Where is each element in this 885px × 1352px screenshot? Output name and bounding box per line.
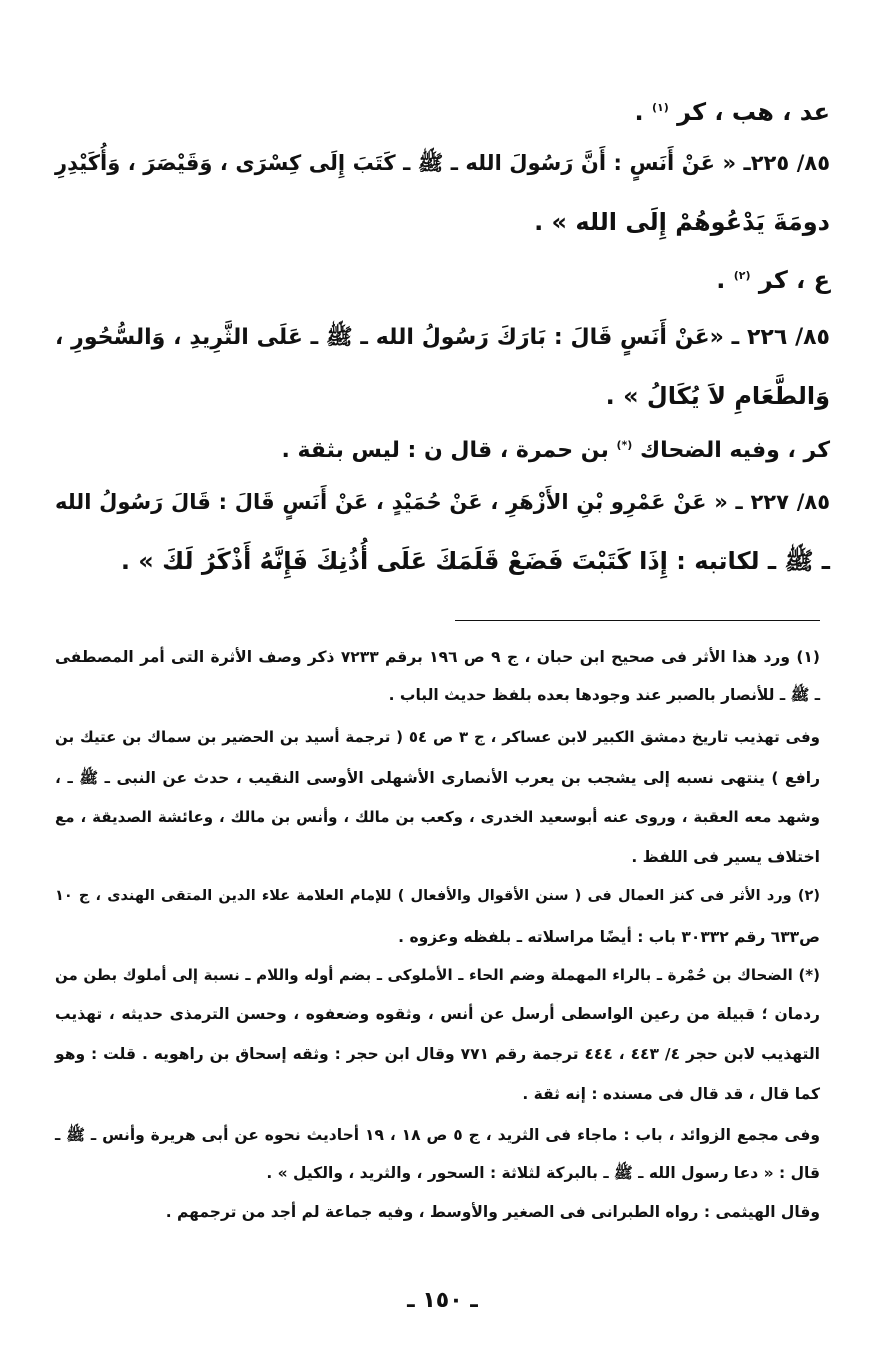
hadith-225-line-1: ٨٥/ ٢٢٥ـ « عَنْ أَنَسٍ : أَنَّ رَسُولَ الله ـ ﷺ ـ كَتَبَ إِلَى كِسْرَى ، وَقَيْصَرَ ، وَأُكَيْدِرِ <box>55 151 831 175</box>
footnote-1-line-1: (١) ورد هذا الأثر فى صحيح ابن حبان ، ج ٩ ص ١٩٦ برقم ٧٢٣٣ ذكر وصف الأثرة التى أمر المصطفى <box>55 648 820 666</box>
footnote-2-line-1: (٢) ورد الأثر فى كنز العمال فى ( سنن الأقوال والأفعال ) للإمام العلامة علاء الدين المتقى الهندى ، ج ١٠ <box>55 888 820 904</box>
hadith-226-line-2: وَالطَّعَامِ لاَ يُكَالُ » . <box>605 382 830 410</box>
period: . <box>634 98 644 126</box>
footnote-2-line-2: ص٦٣٣ رقم ٣٠٣٣٢ باب : أيضًا مراسلاته ـ بلفظه وعزوه . <box>398 928 820 946</box>
footnote-star-line-6: قال : « دعا رسول الله ـ ﷺ ـ بالبركة لثلاثة : السحور ، والثريد ، والكيل » . <box>266 1164 820 1182</box>
page-number: ـ ١٥٠ ـ <box>407 1288 478 1313</box>
sources-text-cont: بن حمرة ، قال ن : ليس بثقة . <box>281 438 609 463</box>
footnote-1-line-4: رافع ) ينتهى نسبه إلى يشجب بن يعرب الأنصارى الأشهلى الأوسى النقيب ، حدث عن النبى ـ ﷺ ـ ، <box>55 769 820 787</box>
footnote-1-line-5: وشهد معه العقبة ، وروى عنه أبوسعيد الخدرى ، وكعب بن مالك ، وأنس بن مالك ، وعائشة الصديقة ، مع <box>55 808 820 826</box>
footnote-divider <box>455 620 820 621</box>
sources-text: ع ، كر <box>758 266 830 294</box>
footnote-star-line-2: ردمان ؛ قبيلة من رعين الواسطى أرسل عن أنس ، وثقوه وضعفوه ، وحسن الترمذى حديثه ، تهذيب <box>55 1005 820 1023</box>
hadith-225-line-2: دومَةَ يَدْعُوهُمْ إِلَى الله » . <box>534 208 830 236</box>
hadith-226-line-1: ٨٥/ ٢٢٦ ـ «عَنْ أَنَسٍ قَالَ : بَارَكَ رَسُولُ الله ـ ﷺ ـ عَلَى الثَّرِيدِ ، وَالسُّحُورِ ، <box>55 325 830 350</box>
hadith-227-line-2: ـ ﷺ ـ لكاتبه : إِذَا كَتَبْتَ فَضَعْ قَلَمَكَ عَلَى أُذُنِكَ فَإِنَّهُ أَذْكَرُ لَكَ » . <box>120 547 830 575</box>
footnote-1-line-2: ـ ﷺ ـ للأنصار بالصبر عند وجودها بعده بلفظ حديث الباب . <box>388 686 820 704</box>
sources-text: عد ، هب ، كر <box>677 98 830 126</box>
hadith-225-sources <box>55 98 830 126</box>
footnote-1-line-3: وفى تهذيب تاريخ دمشق الكبير لابن عساكر ، ج ٣ ص ٥٤ ( ترجمة أسيد بن الحضير بن سماك بن عتيك بن <box>55 728 820 746</box>
footnote-star-line-5: وفى مجمع الزوائد ، باب : ماجاء فى الثريد ، ج ٥ ص ١٨ ، ١٩ أحاديث نحوه عن أبى هريرة وأنس ـ ﷺ ـ <box>55 1126 820 1144</box>
footnote-ref-star: (*) <box>616 438 633 452</box>
footnote-ref-2: (٢) <box>733 269 751 282</box>
hadith-227-line-1: ٨٥/ ٢٢٧ ـ « عَنْ عَمْرِو بْنِ الأَزْهَرِ ، عَنْ حُمَيْدٍ ، عَنْ أَنَسٍ قَالَ : قَالَ رَسُولُ الله <box>55 490 831 514</box>
footnote-1-line-6: اختلاف يسير فى اللفظ . <box>631 848 820 866</box>
footnote-star-line-3: التهذيب لابن حجر ٤/ ٤٤٣ ، ٤٤٤ ترجمة رقم ٧٧١ وقال ابن حجر : وثقه إسحاق بن راهويه . قلت : وهو <box>55 1045 820 1063</box>
hadith-226-sources <box>55 266 830 294</box>
footnote-ref-1: (١) <box>652 101 669 114</box>
hadith-226-sources <box>55 438 830 463</box>
sources-text: كر ، وفيه الضحاك <box>640 438 830 463</box>
footnote-star-line-4: كما قال ، قد قال فى مسنده : إنه ثقة . <box>522 1085 820 1103</box>
footnote-star-line-1: (*) الضحاك بن حُمْرة ـ بالراء المهملة وضم الحاء ـ الأملوكى ـ بضم أوله واللام ـ نسبة إلى أملوك بطن من <box>55 966 820 984</box>
period: . <box>716 266 726 294</box>
footnote-star-line-7: وقال الهيثمى : رواه الطبرانى فى الصغير والأوسط ، وفيه جماعة لم أجد من ترجمهم . <box>165 1203 820 1221</box>
